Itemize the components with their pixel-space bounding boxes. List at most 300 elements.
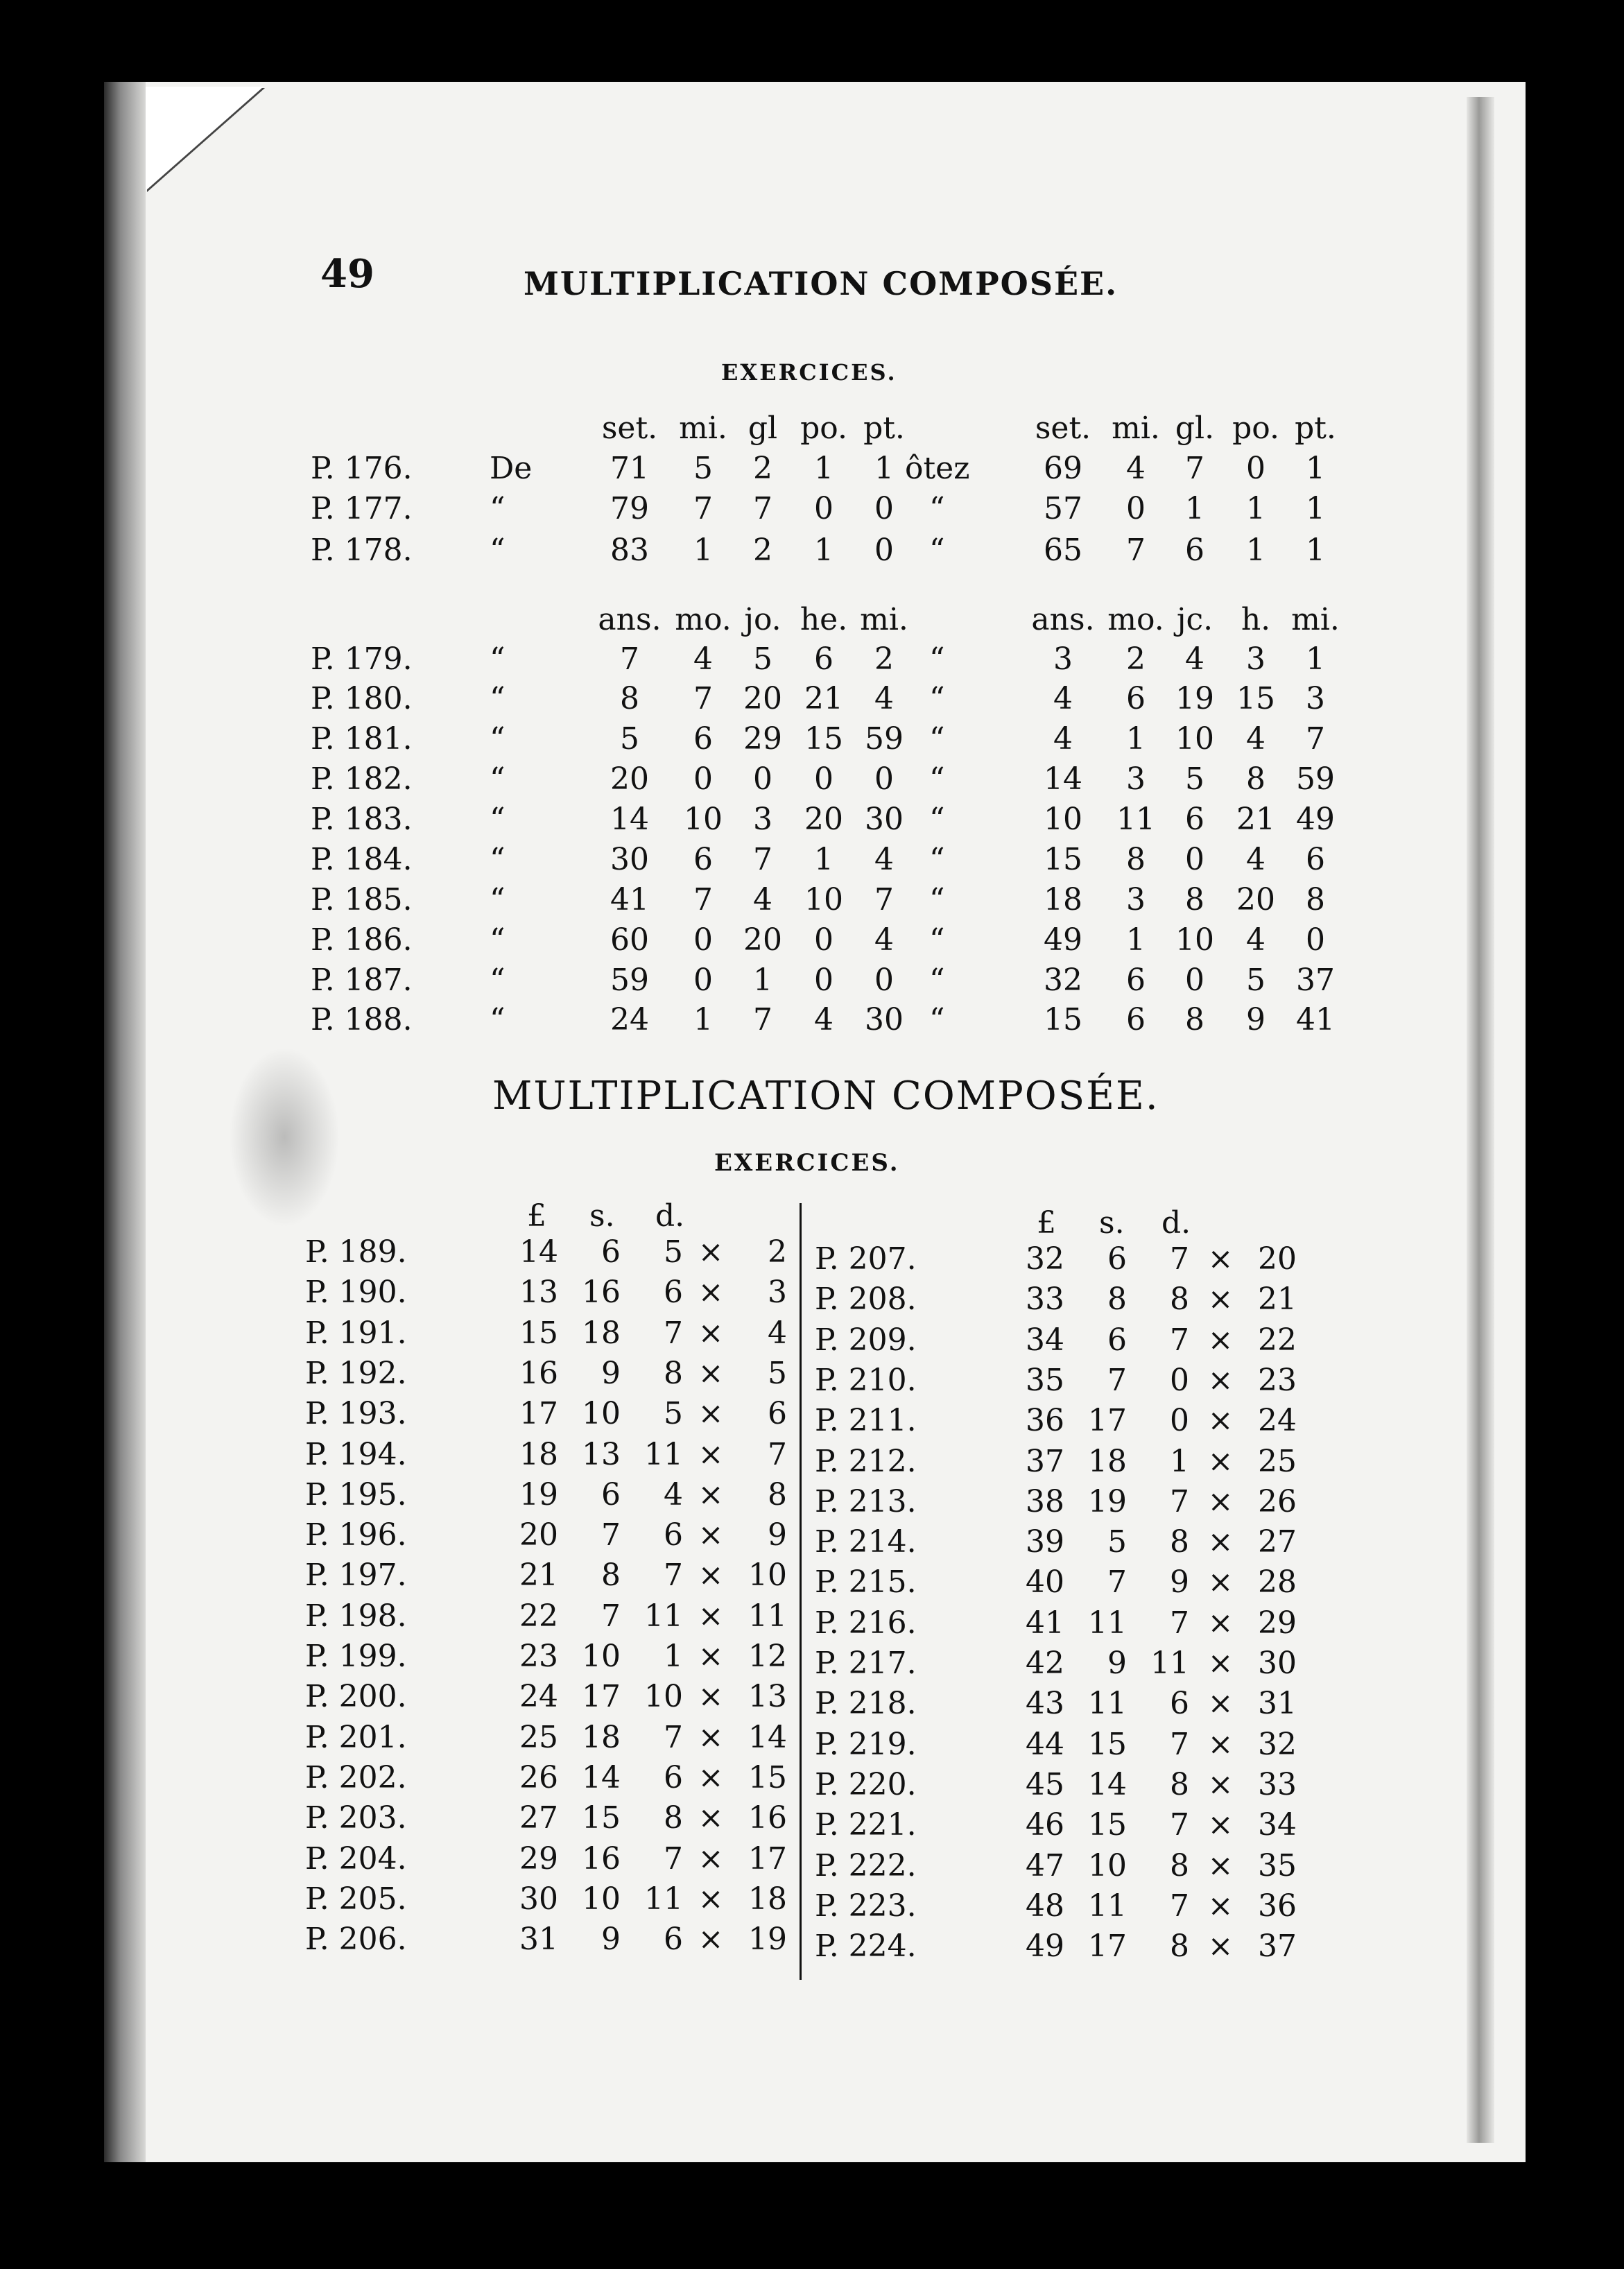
left-multiplier-value: 12 bbox=[748, 1639, 787, 1674]
subtrahend-value: 3 bbox=[1306, 681, 1325, 716]
from-word: “ bbox=[490, 681, 506, 716]
left-amount-value: 6 bbox=[664, 1275, 683, 1310]
left-amount-value: 6 bbox=[601, 1477, 621, 1512]
right-amount-value: 47 bbox=[1026, 1848, 1064, 1883]
right-problem-number: P. 220. bbox=[815, 1767, 917, 1802]
minuend-value: 4 bbox=[874, 922, 894, 958]
right-unit-header: £ bbox=[1037, 1205, 1056, 1241]
from-word: “ bbox=[490, 533, 506, 568]
problem-number: P. 184. bbox=[311, 842, 413, 877]
times-sign: × bbox=[1207, 1727, 1234, 1762]
right-multiplier-value: 33 bbox=[1258, 1767, 1297, 1802]
right-problem-number: P. 211. bbox=[815, 1403, 917, 1438]
times-sign: × bbox=[1207, 1848, 1234, 1883]
from-word: “ bbox=[490, 761, 506, 797]
right-amount-value: 8 bbox=[1170, 1848, 1189, 1883]
right-multiplier-value: 29 bbox=[1258, 1605, 1297, 1641]
problem-number: P. 188. bbox=[311, 1002, 413, 1037]
left-amount-value: 11 bbox=[644, 1881, 683, 1917]
right-multiplier-value: 37 bbox=[1258, 1929, 1297, 1964]
left-multiplier-value: 18 bbox=[748, 1881, 787, 1917]
subtrahend-value: 65 bbox=[1044, 533, 1082, 568]
problem-number: P. 179. bbox=[311, 641, 413, 677]
minuend-value: 2 bbox=[874, 641, 894, 677]
left-multiplier-value: 14 bbox=[748, 1720, 787, 1755]
left-amount-value: 15 bbox=[582, 1800, 621, 1836]
problem-number: P. 182. bbox=[311, 761, 413, 797]
right-multiplier-value: 24 bbox=[1258, 1403, 1297, 1438]
minuend-value: 2 bbox=[753, 533, 772, 568]
left-multiplier-value: 3 bbox=[768, 1275, 787, 1310]
right-amount-value: 7 bbox=[1170, 1605, 1189, 1641]
left-amount-value: 10 bbox=[582, 1639, 621, 1674]
subtrahend-value: 1 bbox=[1306, 491, 1325, 526]
left-a-unit-header: mi. bbox=[679, 411, 727, 446]
subtrahend-value: 10 bbox=[1175, 922, 1214, 958]
times-sign: × bbox=[1207, 1564, 1234, 1600]
right-amount-value: 42 bbox=[1026, 1646, 1064, 1681]
left-amount-value: 16 bbox=[582, 1275, 621, 1310]
subtrahend-value: 3 bbox=[1053, 641, 1073, 677]
left-multiplier-value: 6 bbox=[768, 1396, 787, 1431]
ink-smudge bbox=[229, 1047, 340, 1227]
subtrahend-value: 3 bbox=[1126, 882, 1146, 917]
right-a-unit-header: gl. bbox=[1175, 411, 1215, 446]
left-amount-value: 6 bbox=[601, 1234, 621, 1270]
subtrahend-value: 7 bbox=[1306, 721, 1325, 757]
left-amount-value: 7 bbox=[664, 1558, 683, 1593]
minuend-value: 7 bbox=[693, 681, 713, 716]
left-amount-value: 10 bbox=[582, 1881, 621, 1917]
left-amount-value: 8 bbox=[601, 1558, 621, 1593]
times-sign: × bbox=[698, 1922, 724, 1957]
times-sign: × bbox=[698, 1477, 724, 1512]
subtract-word: “ bbox=[929, 721, 945, 757]
left-multiplier-value: 13 bbox=[748, 1679, 787, 1714]
minuend-value: 0 bbox=[693, 761, 713, 797]
right-amount-value: 6 bbox=[1107, 1241, 1127, 1277]
right-amount-value: 17 bbox=[1088, 1929, 1127, 1964]
left-amount-value: 14 bbox=[519, 1234, 558, 1270]
right-amount-value: 7 bbox=[1170, 1484, 1189, 1519]
minuend-value: 4 bbox=[753, 882, 772, 917]
right-amount-value: 1 bbox=[1170, 1444, 1189, 1479]
left-problem-number: P. 190. bbox=[305, 1275, 407, 1310]
minuend-value: 20 bbox=[743, 922, 782, 958]
left-amount-value: 22 bbox=[519, 1598, 558, 1634]
minuend-value: 0 bbox=[874, 533, 894, 568]
right-amount-value: 11 bbox=[1150, 1646, 1189, 1681]
times-sign: × bbox=[1207, 1605, 1234, 1641]
left-problem-number: P. 192. bbox=[305, 1356, 407, 1391]
minuend-value: 0 bbox=[874, 761, 894, 797]
subtrahend-value: 15 bbox=[1044, 1002, 1082, 1037]
minuend-value: 3 bbox=[753, 802, 772, 837]
minuend-value: 6 bbox=[814, 641, 833, 677]
right-amount-value: 8 bbox=[1107, 1282, 1127, 1317]
minuend-value: 0 bbox=[874, 963, 894, 998]
from-word: “ bbox=[490, 641, 506, 677]
times-sign: × bbox=[698, 1598, 724, 1634]
right-problem-number: P. 213. bbox=[815, 1484, 917, 1519]
right-amount-value: 41 bbox=[1026, 1605, 1064, 1641]
left-amount-value: 8 bbox=[664, 1800, 683, 1836]
minuend-value: 8 bbox=[620, 681, 639, 716]
subtract-word: “ bbox=[929, 681, 945, 716]
times-sign: × bbox=[1207, 1241, 1234, 1277]
left-problem-number: P. 198. bbox=[305, 1598, 407, 1634]
minuend-value: 59 bbox=[865, 721, 904, 757]
subtrahend-value: 4 bbox=[1246, 922, 1265, 958]
from-word: “ bbox=[490, 922, 506, 958]
left-amount-value: 31 bbox=[519, 1922, 558, 1957]
left-a-unit-header: gl bbox=[748, 411, 778, 446]
right-problem-number: P. 208. bbox=[815, 1282, 917, 1317]
minuend-value: 4 bbox=[874, 842, 894, 877]
left-b-unit-header: jo. bbox=[744, 602, 781, 637]
times-sign: × bbox=[698, 1356, 724, 1391]
right-amount-value: 11 bbox=[1088, 1888, 1127, 1924]
minuend-value: 60 bbox=[610, 922, 649, 958]
minuend-value: 0 bbox=[693, 922, 713, 958]
subtrahend-value: 1 bbox=[1126, 922, 1146, 958]
section1-heading: EXERCICES. bbox=[721, 359, 897, 386]
right-b-unit-header: ans. bbox=[1031, 602, 1095, 637]
right-amount-value: 19 bbox=[1088, 1484, 1127, 1519]
left-unit-header: s. bbox=[589, 1198, 615, 1234]
left-a-unit-header: set. bbox=[601, 411, 658, 446]
minuend-value: 30 bbox=[610, 842, 649, 877]
subtrahend-value: 1 bbox=[1306, 451, 1325, 486]
problem-number: P. 181. bbox=[311, 721, 413, 757]
left-amount-value: 21 bbox=[519, 1558, 558, 1593]
right-b-unit-header: jc. bbox=[1176, 602, 1213, 637]
left-amount-value: 13 bbox=[582, 1437, 621, 1472]
left-amount-value: 17 bbox=[582, 1679, 621, 1714]
right-problem-number: P. 218. bbox=[815, 1686, 917, 1721]
subtrahend-value: 8 bbox=[1246, 761, 1265, 797]
times-sign: × bbox=[1207, 1403, 1234, 1438]
right-multiplier-value: 21 bbox=[1258, 1282, 1297, 1317]
minuend-value: 0 bbox=[753, 761, 772, 797]
minuend-value: 24 bbox=[610, 1002, 649, 1037]
minuend-value: 20 bbox=[743, 681, 782, 716]
minuend-value: 0 bbox=[814, 491, 833, 526]
minuend-value: 30 bbox=[865, 1002, 904, 1037]
left-unit-header: £ bbox=[527, 1198, 546, 1234]
left-problem-number: P. 205. bbox=[305, 1881, 407, 1917]
problem-number: P. 183. bbox=[311, 802, 413, 837]
left-unit-header: d. bbox=[655, 1198, 685, 1234]
left-amount-value: 17 bbox=[519, 1396, 558, 1431]
right-amount-value: 46 bbox=[1026, 1807, 1064, 1843]
right-amount-value: 17 bbox=[1088, 1403, 1127, 1438]
right-a-unit-header: po. bbox=[1232, 411, 1279, 446]
subtrahend-value: 6 bbox=[1126, 963, 1146, 998]
left-amount-value: 10 bbox=[582, 1396, 621, 1431]
right-multiplier-value: 35 bbox=[1258, 1848, 1297, 1883]
minuend-value: 14 bbox=[610, 802, 649, 837]
times-sign: × bbox=[1207, 1888, 1234, 1924]
minuend-value: 0 bbox=[693, 963, 713, 998]
right-multiplier-value: 23 bbox=[1258, 1363, 1297, 1398]
right-amount-value: 9 bbox=[1170, 1564, 1189, 1600]
left-b-unit-header: mi. bbox=[860, 602, 908, 637]
minuend-value: 7 bbox=[693, 882, 713, 917]
left-b-unit-header: mo. bbox=[675, 602, 732, 637]
subtrahend-value: 0 bbox=[1185, 842, 1204, 877]
left-multiplier-value: 15 bbox=[748, 1760, 787, 1795]
subtrahend-value: 69 bbox=[1044, 451, 1082, 486]
right-amount-value: 7 bbox=[1170, 1727, 1189, 1762]
minuend-value: 29 bbox=[743, 721, 782, 757]
folded-corner bbox=[146, 87, 264, 191]
right-multiplier-value: 25 bbox=[1258, 1444, 1297, 1479]
right-amount-value: 7 bbox=[1107, 1564, 1127, 1600]
subtract-word: “ bbox=[929, 842, 945, 877]
times-sign: × bbox=[698, 1639, 724, 1674]
section2-title: MULTIPLICATION COMPOSÉE. bbox=[492, 1073, 1159, 1119]
right-a-unit-header: pt. bbox=[1295, 411, 1336, 446]
subtrahend-value: 8 bbox=[1185, 1002, 1204, 1037]
minuend-value: 7 bbox=[874, 882, 894, 917]
times-sign: × bbox=[698, 1679, 724, 1714]
times-sign: × bbox=[1207, 1363, 1234, 1398]
left-amount-value: 7 bbox=[664, 1315, 683, 1351]
times-sign: × bbox=[1207, 1767, 1234, 1802]
right-a-unit-header: set. bbox=[1035, 411, 1091, 446]
right-amount-value: 11 bbox=[1088, 1605, 1127, 1641]
left-amount-value: 23 bbox=[519, 1639, 558, 1674]
subtrahend-value: 4 bbox=[1053, 681, 1073, 716]
times-sign: × bbox=[698, 1396, 724, 1431]
subtrahend-value: 1 bbox=[1126, 721, 1146, 757]
subtrahend-value: 5 bbox=[1185, 761, 1204, 797]
left-problem-number: P. 204. bbox=[305, 1841, 407, 1877]
right-amount-value: 9 bbox=[1107, 1646, 1127, 1681]
minuend-value: 6 bbox=[693, 842, 713, 877]
column-divider bbox=[800, 1203, 802, 1980]
left-multiplier-value: 17 bbox=[748, 1841, 787, 1877]
subtrahend-value: 4 bbox=[1185, 641, 1204, 677]
subtract-word: “ bbox=[929, 491, 945, 526]
problem-number: P. 180. bbox=[311, 681, 413, 716]
times-sign: × bbox=[698, 1517, 724, 1553]
left-a-unit-header: pt. bbox=[863, 411, 905, 446]
left-amount-value: 1 bbox=[664, 1639, 683, 1674]
subtrahend-value: 37 bbox=[1296, 963, 1335, 998]
right-problem-number: P. 221. bbox=[815, 1807, 917, 1843]
subtract-word: “ bbox=[929, 882, 945, 917]
from-word: “ bbox=[490, 882, 506, 917]
right-amount-value: 45 bbox=[1026, 1767, 1064, 1802]
from-word: “ bbox=[490, 842, 506, 877]
times-sign: × bbox=[1207, 1282, 1234, 1317]
minuend-value: 10 bbox=[684, 802, 723, 837]
subtract-word: “ bbox=[929, 1002, 945, 1037]
left-b-unit-header: he. bbox=[800, 602, 848, 637]
subtrahend-value: 6 bbox=[1185, 802, 1204, 837]
right-amount-value: 15 bbox=[1088, 1807, 1127, 1843]
subtrahend-value: 0 bbox=[1306, 922, 1325, 958]
left-amount-value: 25 bbox=[519, 1720, 558, 1755]
minuend-value: 6 bbox=[693, 721, 713, 757]
right-problem-number: P. 215. bbox=[815, 1564, 917, 1600]
right-amount-value: 38 bbox=[1026, 1484, 1064, 1519]
left-amount-value: 16 bbox=[582, 1841, 621, 1877]
subtrahend-value: 15 bbox=[1044, 842, 1082, 877]
subtract-word: “ bbox=[929, 963, 945, 998]
minuend-value: 7 bbox=[753, 842, 772, 877]
book-gutter bbox=[104, 82, 146, 2162]
minuend-value: 1 bbox=[814, 451, 833, 486]
running-head: MULTIPLICATION COMPOSÉE. bbox=[524, 265, 1118, 302]
left-problem-number: P. 199. bbox=[305, 1639, 407, 1674]
minuend-value: 7 bbox=[753, 1002, 772, 1037]
subtrahend-value: 1 bbox=[1185, 491, 1204, 526]
subtrahend-value: 0 bbox=[1185, 963, 1204, 998]
left-problem-number: P. 200. bbox=[305, 1679, 407, 1714]
right-multiplier-value: 34 bbox=[1258, 1807, 1297, 1843]
right-amount-value: 7 bbox=[1170, 1807, 1189, 1843]
minuend-value: 0 bbox=[814, 761, 833, 797]
subtrahend-value: 3 bbox=[1246, 641, 1265, 677]
right-multiplier-value: 36 bbox=[1258, 1888, 1297, 1924]
left-amount-value: 19 bbox=[519, 1477, 558, 1512]
times-sign: × bbox=[698, 1800, 724, 1836]
times-sign: × bbox=[698, 1881, 724, 1917]
right-amount-value: 7 bbox=[1107, 1363, 1127, 1398]
minuend-value: 7 bbox=[620, 641, 639, 677]
minuend-value: 2 bbox=[753, 451, 772, 486]
subtrahend-value: 8 bbox=[1185, 882, 1204, 917]
right-amount-value: 14 bbox=[1088, 1767, 1127, 1802]
right-problem-number: P. 216. bbox=[815, 1605, 917, 1641]
minuend-value: 1 bbox=[693, 1002, 713, 1037]
right-unit-header: s. bbox=[1099, 1205, 1125, 1241]
subtrahend-value: 0 bbox=[1126, 491, 1146, 526]
subtract-word: “ bbox=[929, 761, 945, 797]
times-sign: × bbox=[698, 1720, 724, 1755]
section2-heading: EXERCICES. bbox=[714, 1149, 900, 1177]
subtrahend-value: 21 bbox=[1236, 802, 1275, 837]
right-b-unit-header: mo. bbox=[1107, 602, 1164, 637]
subtrahend-value: 8 bbox=[1126, 842, 1146, 877]
subtrahend-value: 6 bbox=[1126, 681, 1146, 716]
right-amount-value: 33 bbox=[1026, 1282, 1064, 1317]
subtrahend-value: 11 bbox=[1116, 802, 1155, 837]
problem-number: P. 185. bbox=[311, 882, 413, 917]
times-sign: × bbox=[698, 1760, 724, 1795]
minuend-value: 30 bbox=[865, 802, 904, 837]
left-multiplier-value: 10 bbox=[748, 1558, 787, 1593]
minuend-value: 79 bbox=[610, 491, 649, 526]
left-problem-number: P. 189. bbox=[305, 1234, 407, 1270]
left-amount-value: 26 bbox=[519, 1760, 558, 1795]
right-amount-value: 8 bbox=[1170, 1524, 1189, 1560]
left-problem-number: P. 193. bbox=[305, 1396, 407, 1431]
minuend-value: 59 bbox=[610, 963, 649, 998]
subtrahend-value: 4 bbox=[1053, 721, 1073, 757]
right-amount-value: 35 bbox=[1026, 1363, 1064, 1398]
times-sign: × bbox=[698, 1437, 724, 1472]
right-problem-number: P. 223. bbox=[815, 1888, 917, 1924]
page-number: 49 bbox=[320, 251, 374, 297]
minuend-value: 71 bbox=[610, 451, 649, 486]
from-word: “ bbox=[490, 963, 506, 998]
from-word: “ bbox=[490, 802, 506, 837]
right-a-unit-header: mi. bbox=[1112, 411, 1160, 446]
right-amount-value: 7 bbox=[1170, 1241, 1189, 1277]
right-problem-number: P. 222. bbox=[815, 1848, 917, 1883]
left-amount-value: 9 bbox=[601, 1356, 621, 1391]
subtrahend-value: 14 bbox=[1044, 761, 1082, 797]
left-amount-value: 6 bbox=[664, 1517, 683, 1553]
subtrahend-value: 19 bbox=[1175, 681, 1214, 716]
from-word: “ bbox=[490, 1002, 506, 1037]
left-amount-value: 18 bbox=[582, 1315, 621, 1351]
minuend-value: 1 bbox=[753, 963, 772, 998]
right-unit-header: d. bbox=[1161, 1205, 1191, 1241]
subtrahend-value: 7 bbox=[1126, 533, 1146, 568]
left-problem-number: P. 202. bbox=[305, 1760, 407, 1795]
right-multiplier-value: 20 bbox=[1258, 1241, 1297, 1277]
from-word: “ bbox=[490, 721, 506, 757]
minuend-value: 5 bbox=[693, 451, 713, 486]
minuend-value: 5 bbox=[620, 721, 639, 757]
left-amount-value: 30 bbox=[519, 1881, 558, 1917]
problem-number: P. 186. bbox=[311, 922, 413, 958]
minuend-value: 20 bbox=[804, 802, 843, 837]
left-amount-value: 14 bbox=[582, 1760, 621, 1795]
subtrahend-value: 6 bbox=[1126, 1002, 1146, 1037]
subtrahend-value: 1 bbox=[1246, 533, 1265, 568]
minuend-value: 10 bbox=[804, 882, 843, 917]
times-sign: × bbox=[1207, 1807, 1234, 1843]
left-multiplier-value: 16 bbox=[748, 1800, 787, 1836]
right-amount-value: 0 bbox=[1170, 1403, 1189, 1438]
problem-number: P. 176. bbox=[311, 451, 413, 486]
left-amount-value: 4 bbox=[664, 1477, 683, 1512]
right-amount-value: 6 bbox=[1170, 1686, 1189, 1721]
subtrahend-value: 10 bbox=[1044, 802, 1082, 837]
minuend-value: 5 bbox=[753, 641, 772, 677]
left-amount-value: 13 bbox=[519, 1275, 558, 1310]
left-multiplier-value: 8 bbox=[768, 1477, 787, 1512]
right-amount-value: 0 bbox=[1170, 1363, 1189, 1398]
left-multiplier-value: 5 bbox=[768, 1356, 787, 1391]
left-amount-value: 6 bbox=[664, 1760, 683, 1795]
minuend-value: 15 bbox=[804, 721, 843, 757]
left-problem-number: P. 194. bbox=[305, 1437, 407, 1472]
left-amount-value: 6 bbox=[664, 1922, 683, 1957]
subtrahend-value: 32 bbox=[1044, 963, 1082, 998]
subtract-word: “ bbox=[929, 802, 945, 837]
right-amount-value: 6 bbox=[1107, 1322, 1127, 1358]
right-amount-value: 37 bbox=[1026, 1444, 1064, 1479]
minuend-value: 7 bbox=[693, 491, 713, 526]
minuend-value: 1 bbox=[874, 451, 894, 486]
minuend-value: 0 bbox=[814, 922, 833, 958]
minuend-value: 1 bbox=[693, 533, 713, 568]
left-amount-value: 8 bbox=[664, 1356, 683, 1391]
right-amount-value: 44 bbox=[1026, 1727, 1064, 1762]
right-amount-value: 32 bbox=[1026, 1241, 1064, 1277]
right-problem-number: P. 207. bbox=[815, 1241, 917, 1277]
times-sign: × bbox=[1207, 1686, 1234, 1721]
subtrahend-value: 4 bbox=[1246, 721, 1265, 757]
minuend-value: 41 bbox=[610, 882, 649, 917]
